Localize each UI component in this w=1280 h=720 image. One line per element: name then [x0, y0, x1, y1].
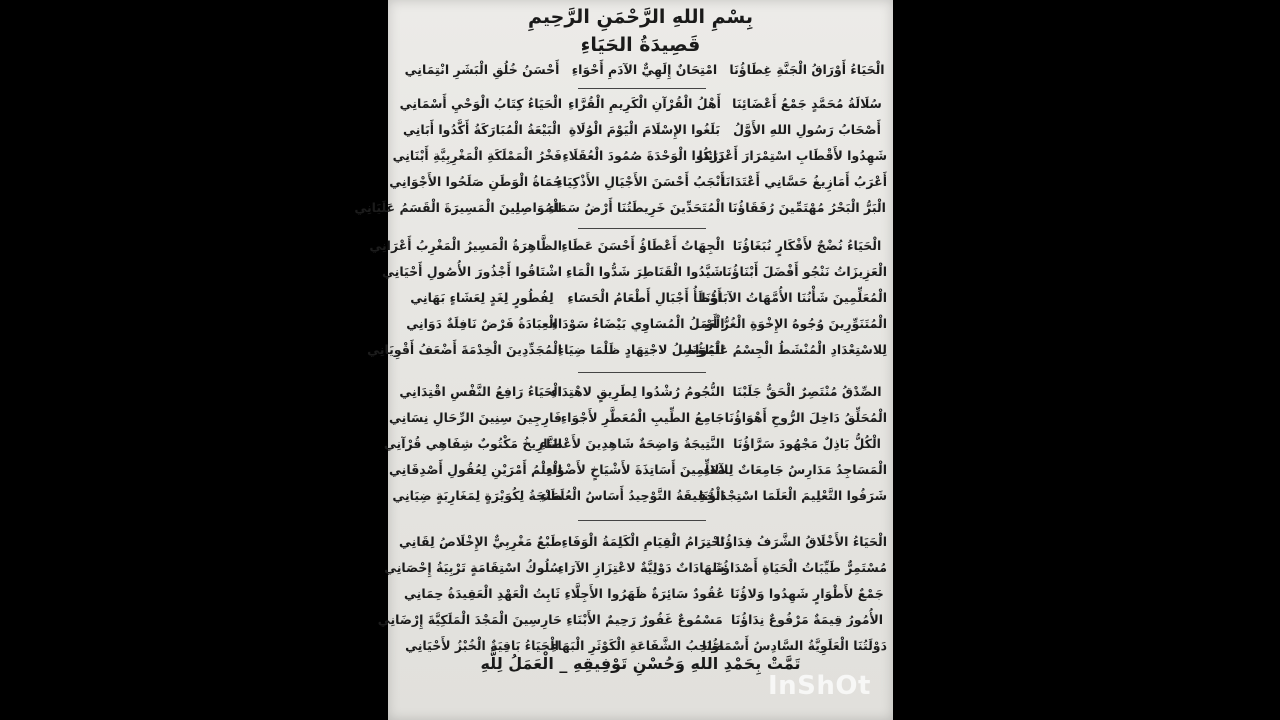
- stanza-divider: [578, 88, 706, 89]
- verse-hemistich: الْمُوَاصِلُ لاجْتِهَادٍ ظَلْمَا ضِيَاءِ: [557, 342, 725, 357]
- verse-hemistich: الْكُلُّ بَاذِلٌ مَجْهُودَ سَرَّاؤُنَا: [733, 436, 881, 451]
- verse-line: [384, 556, 887, 580]
- verse-hemistich: أَحْسَنُ خُلُقِ الْبَشَرِ انْتِمَانِي: [404, 62, 560, 77]
- verse-line: [382, 260, 887, 284]
- verse-hemistich: الْمُوَاصِلِينَ الْمَسِيرَةَ الْقَسَمُ عَلَيَانِي: [354, 200, 562, 215]
- verse-hemistich: الْبَيْعَةُ الْمُبَارَكَةُ أَكَّدُوا أَبَانِي: [403, 122, 561, 137]
- verse-hemistich: طَنْجَةُ لِكُوَيْرَةٍ لِمَغَارِبَةٍ ضِيَانِي: [392, 488, 562, 503]
- verse-hemistich: أَهْلُ الْقُرْآنِ الْكَرِيمِ الْقُرَّاءِ: [568, 96, 721, 111]
- verse-hemistich: احْتِرَامُ الْقِيَامِ الْكَلِمَةُ الْوَفَاءِ: [561, 534, 725, 549]
- verse-hemistich: الْحَيَاءُ الأَخْلَاقُ الشَّرَفُ فِدَاؤُنَا: [715, 534, 887, 549]
- verse-hemistich: اشْتَاقُوا أَجْذُورَ الأُصُولِ أَحْيَانِي: [382, 264, 562, 279]
- verse-hemistich: الْحَيَاءُ نُضْجٌ لأَفْكَارٍ نُبَغَاؤُنَا: [732, 238, 882, 253]
- verse-line: [389, 458, 887, 482]
- verse-hemistich: الْعَمَلُ الْمُسَاوِي بَيْضَاءُ سَوْدَاءِ: [551, 316, 725, 331]
- verse-hemistich: الْحَيَاءُ بَاقِيَةٌ الْخُبْزُ لأَحْيَانِي: [405, 638, 559, 653]
- verse-hemistich: طَبْعٌ مَغْرِبِيٌّ الإِخْلَاصُ لِقَانِي: [398, 534, 562, 549]
- verse-line: [354, 196, 887, 220]
- verse-hemistich: الْمُتَنَوِّرِينَ وُجُوهُ الإِخْوَةِ الْغُرُّ أَوْ: [705, 316, 887, 331]
- verse-hemistich: امْتِحَانٌ إِلَهِيٌّ الآدَمِ أَحْوَاءِ: [571, 62, 718, 77]
- verse-hemistich: الْعِلْمُ أَمْرَيْنِ لِعُقُولِ أَصْدِقَانِي: [389, 462, 562, 477]
- verse-hemistich: شَهِدُوا لأَقْطَابِ اسْتِمْرَارَ أَعْزَائِنَا: [698, 148, 887, 163]
- verse-hemistich: الْحَيَاءُ كِتَابُ الْوَحْيِ أَسْمَانِي: [399, 96, 562, 111]
- verse-hemistich: الْعِبَادَةُ فَرْضٌ نَافِلَةٌ دَوَانِي: [406, 316, 558, 331]
- inshot-watermark: InShOt: [768, 671, 871, 701]
- verse-hemistich: الظَّاهِرَةُ الْمَسِيرُ الْمَغْرِبُ أَعْرَانِي: [369, 238, 562, 253]
- verse-line: [389, 406, 887, 430]
- verse-line: [367, 338, 887, 362]
- verse-hemistich: الْعَزِيزَاتُ نَنْجُو أَفْضَلَ أَبْنَاؤُنَا: [722, 264, 887, 279]
- verse-hemistich: فَارِجِينَ سِنِينَ الرِّحَالِ نِسَانِي: [389, 410, 562, 425]
- verse-hemistich: الصِّدْقُ مُنْتَصِرٌ الْحَقُّ جَلَبْنَا: [732, 384, 882, 399]
- verse-line: [402, 58, 887, 82]
- verse-hemistich: عُقُودٌ سَائِرَةٌ ظَهَرُوا الأَجِلَّاءِ: [564, 586, 725, 601]
- verse-hemistich: فَخْرُ الْمَمْلَكَةِ الْمَغْرِبِيَّةِ أَبْنَانِي: [392, 148, 562, 163]
- verse-hemistich: أَنْجَبُ أَحْسَنَ الأَجْيَالِ الأَذْكِيَاءِ: [556, 174, 725, 189]
- stanza-divider: [578, 520, 706, 521]
- verse-hemistich: صَاحِبُ الشَّفَاعَةِ الْكَوْثَرِ الْبَهَاءِ: [550, 638, 725, 653]
- verse-hemistich: حَارِسِينَ الْمَجْدَ الْمَلَكِيَّةَ إِرْضَانِي: [377, 612, 562, 627]
- verse-hemistich: الْمَسَاجِدُ مَدَارِسُ جَامِعَاتٌ لِلآلاءِ: [703, 462, 887, 477]
- verse-hemistich: التَّارِيخُ مَكْتُوبٌ شِفَاهِي قُرْآنِي: [383, 436, 562, 451]
- verse-line: [399, 92, 887, 116]
- verse-line: [377, 608, 887, 632]
- verse-hemistich: النُّجُومُ رُشْدُوا لِطَرِيقٍ لاهْتِدَاءِ: [551, 384, 725, 399]
- verse-line: [392, 484, 887, 508]
- verse-hemistich: مُسْتَمِرٌّ طَيِّبَاتُ الْحَيَاةِ أَصْدَاؤُنَا: [712, 560, 887, 575]
- verse-hemistich: الْحَيَاءُ رَافِعُ النَّفْسِ اقْتِدَانِي: [399, 384, 562, 399]
- verse-hemistich: الْمُجَدِّدِينَ الْخِدْمَةَ أَضْعَفُ أَقْوِيَانِي: [367, 342, 562, 357]
- verse-hemistich: الْحَقِيقَةُ التَّوْحِيدُ أَسَاسُ الْعُلَمَاءِ: [540, 488, 725, 503]
- verse-hemistich: الأُمُورُ قِيمَةٌ مَرْفُوعٌ نِدَاؤُنَا: [730, 612, 884, 627]
- verse-hemistich: الْبَرُّ الْبَحْرُ مُهْتَمِّينَ رُفَقَاؤُنَا: [728, 200, 886, 215]
- verse-hemistich: جَمْعٌ لأَطْوَارٍ شَهِدُوا وَلاؤُنَا: [730, 586, 884, 601]
- verse-hemistich: شَهَادَاتٌ دَوْلِيَّةٌ لاعْتِزَازِ الآرَاءِ: [557, 560, 725, 575]
- verse-hemistich: دَوْلَتُنَا الْعَلَوِيَّةُ السَّادِسُ أَسْمَاؤُنَا: [702, 638, 887, 653]
- basmala-heading: بِسْمِ اللهِ الرَّحْمَنِ الرَّحِيمِ: [528, 6, 753, 28]
- verse-hemistich: مَسْمُوعٌ غَفُورٌ رَحِيمٌ الأَبْنَاءِ: [566, 612, 723, 627]
- verse-line: [402, 582, 887, 606]
- verse-hemistich: مُعَلِّمِينَ أَسَاتِذَةَ لأَشْيَاخٍ لأَضْوَاءِ: [545, 462, 725, 477]
- verse-line: [398, 530, 887, 554]
- verse-hemistich: بَلَغُوا الإِسْلَامَ الْيَوْمَ الْوُلَاةِ: [568, 122, 721, 137]
- verse-hemistich: لِلاسْتِعْدَادِ الْمُنْشَطُ الْجِسْمُ عَلَيَاؤُنَا: [687, 342, 887, 357]
- verse-hemistich: الْمُعَلِّمِينَ شَأْنُنَا الأُمَّهَاتُ الآبَاؤُنَا: [701, 290, 887, 305]
- verse-line: [392, 144, 887, 168]
- verse-line: [369, 234, 887, 258]
- verse-hemistich: جَامِعُ الطِّيبِ الْمُعَطَّرِ لأَجْوَاءِ: [560, 410, 725, 425]
- verse-hemistich: الْمُحَلِّقُ دَاخِلَ الرُّوحِ أَهْوَاؤُنَا: [724, 410, 887, 425]
- verse-hemistich: سُلَالَةُ مُحَمَّدٍ جَمْعُ أَعْضَائِنَا: [732, 96, 882, 111]
- verse-hemistich: شَيَّدُوا الْقَنَاطِرَ شَدُّوا الْمَاءِ: [565, 264, 724, 279]
- poem-title: قَصِيدَةُ الحَيَاءِ: [580, 34, 701, 56]
- verse-hemistich: النَّتِيجَةُ وَاضِحَةٌ شَاهِدِينَ لأَعْضَاءِ: [539, 436, 725, 451]
- verse-hemistich: سُلُوكُ اسْتِقَامَةٍ تَرْبِيَةُ إِحْصَانِي: [384, 560, 562, 575]
- verse-hemistich: حُمَاةُ الْوَطَنِ صَلَحُوا الأَجْوَانِي: [389, 174, 562, 189]
- verse-hemistich: أَصْحَابُ رَسُولِ اللهِ الأَوَّلُ: [733, 122, 881, 137]
- verse-line: [402, 312, 887, 336]
- document-page: [354, 0, 893, 720]
- verse-hemistich: أَوْطَأُ أَجْبَالِ أَطْعَامُ الْحَسَاءِ: [567, 290, 722, 305]
- closing-line: تَمَّتْ بِحَمْدِ اللهِ وَحُسْنِ تَوْفِيقِهِ _ الْعَمَلُ لِلَّهِ: [480, 654, 801, 673]
- verse-line: [402, 286, 887, 310]
- verse-line: [383, 432, 887, 456]
- stanza-divider: [578, 228, 706, 229]
- verse-hemistich: دَرَكُوا الْوَحْدَةَ صُمُودَ الْعُقَلَاءِ: [562, 148, 725, 163]
- verse-line: [399, 380, 887, 404]
- stanza-divider: [578, 372, 706, 373]
- verse-hemistich: الْجِهَاتُ أَعْطَاؤُ أَحْسَنَ عَطَاءِ: [561, 238, 725, 253]
- verse-hemistich: أَعْرَبُ أَمَازِيغُ حَسَّانِي أَعْتَدَانَا: [721, 174, 887, 189]
- verse-line: [389, 170, 887, 194]
- verse-hemistich: شَرَفُوا التَّعْلِيمَ الْعَلَمَا اسْتِجْدَاؤُنَا: [698, 488, 887, 503]
- verse-line: [402, 118, 887, 142]
- verse-hemistich: الْمُتَحَدِّينَ خَرِيطَتُنَا أَرْضُ سَمَاءِ: [548, 200, 725, 215]
- verse-hemistich: لِفُطُورٍ لِغَدٍ لِعَشَاءٍ بَهَانِي: [410, 290, 554, 305]
- verse-hemistich: الْحَيَاءُ أَوْرَاقُ الْجَنَّةِ غِطَاؤُنَا: [729, 62, 885, 77]
- verse-hemistich: ثَابِتُ الْعَهْدِ الْعَقِيدَةُ حِمَانِي: [403, 586, 561, 601]
